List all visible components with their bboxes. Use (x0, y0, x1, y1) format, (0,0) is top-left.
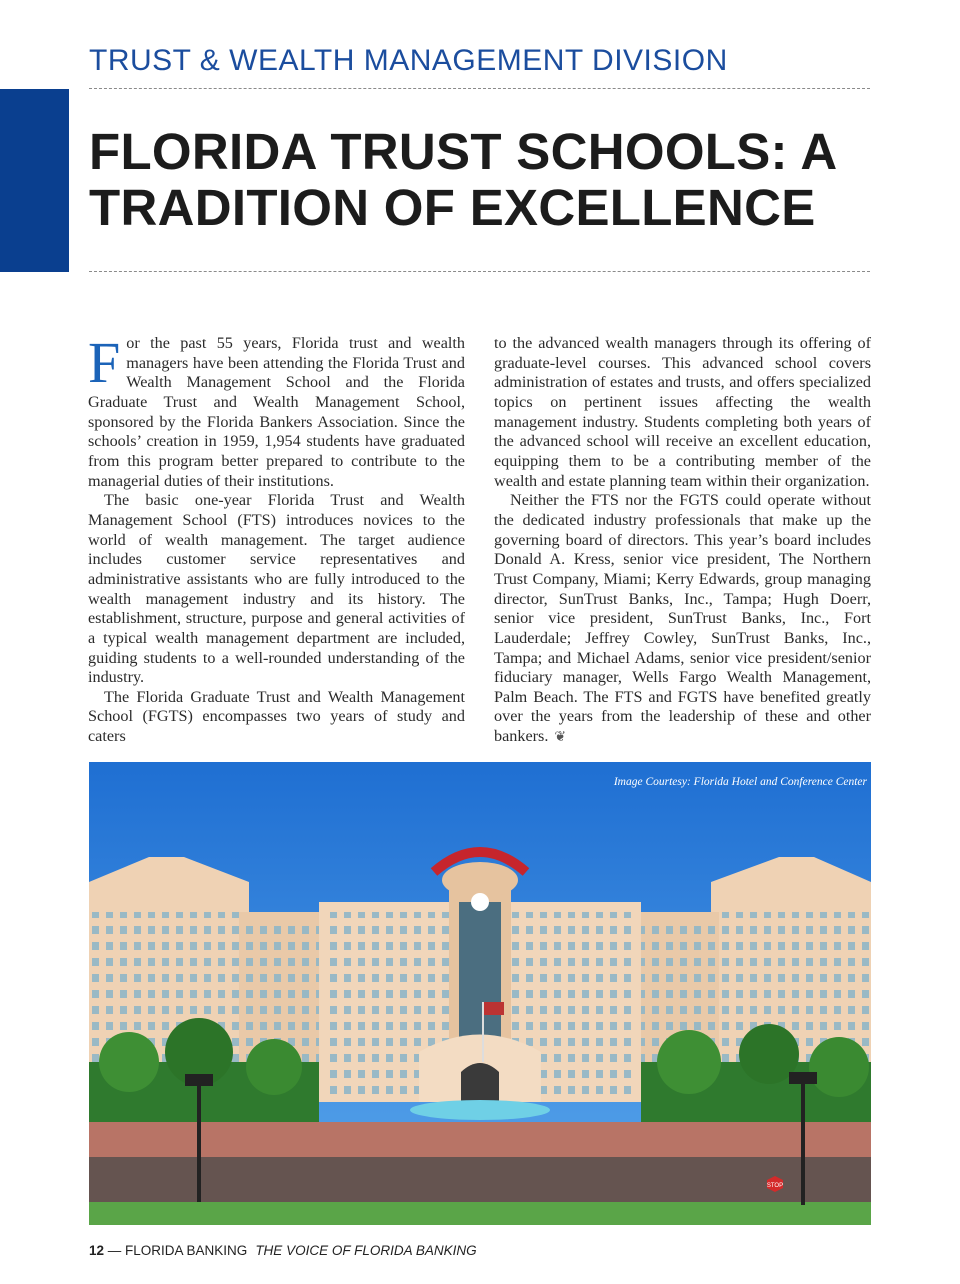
divider-top (89, 88, 870, 89)
headline-line-2: TRADITION OF EXCELLENCE (89, 179, 816, 236)
lamp-post-left (197, 1082, 201, 1202)
paragraph: The basic one-year Florida Trust and Wealth Management School (FTS) introduces novices to the world of wealth management. The target audience includes customer service representatives and administrative assistants who are fully introduced to the wealth management industry and its history. The establishment, structure, purpose and general activities of a typical wealth management department are included, guiding students to a well-rounded understanding of the industry. (88, 491, 465, 687)
publication-name: — FLORIDA BANKING (104, 1243, 248, 1258)
flag (484, 1002, 504, 1015)
paragraph-text: or the past 55 years, Florida trust and wealth managers have been attending the Florida Trust and Wealth Management School and the Florida Graduate Trust and Wealth Management School, sponsored by the Florida Bankers Association. Since the schools’ creation in 1959, 1,954 students have graduated from this program better prepared to contribute to the managerial duties of their institutions. (88, 334, 465, 490)
page-number: 12 (89, 1243, 105, 1258)
hotel-photo (89, 762, 871, 1225)
stop-sign-text: STOP (766, 1183, 784, 1189)
accent-bar (0, 89, 69, 272)
section-title: TRUST & WEALTH MANAGEMENT DIVISION (89, 44, 728, 77)
publication-tagline: THE VOICE OF FLORIDA BANKING (255, 1243, 477, 1258)
hotel-illustration (89, 762, 871, 1225)
article-column-right (494, 334, 871, 748)
article-column-left (88, 330, 465, 747)
drop-cap: F (88, 330, 121, 395)
page-footer (89, 1243, 477, 1258)
paragraph (88, 330, 465, 491)
article-headline (89, 124, 879, 236)
paragraph: The Florida Graduate Trust and Wealth Management School (FGTS) encompasses two years of study and caters (88, 687, 465, 746)
headline-line-1: FLORIDA TRUST SCHOOLS: A (89, 123, 838, 180)
lamp-post-right (801, 1080, 805, 1205)
paragraph (494, 491, 871, 748)
image-credit: Image Courtesy: Florida Hotel and Conference Center (613, 776, 867, 788)
fountain-pool (410, 1100, 550, 1120)
paragraph-text: Neither the FTS nor the FGTS could operate without the dedicated industry professionals that make up the governing board of directors. This year’s board includes Donald A. Kress, senior vice president, The Northern Trust Company, Miami; Kerry Edwards, group managing director, SunTrust Banks, Inc., Tampa; Hugh Doerr, senior vice president, SunTrust Banks, Inc., Fort Lauderdale; Jeffrey Cowley, SunTrust Banks, Inc., Tampa; and Michael Adams, senior vice president/senior fiduciary manager, Wells Fargo Wealth Management, Palm Beach. The FTS and FGTS have benefited greatly over the years from the leadership of these and other bankers. (494, 491, 871, 746)
end-mark-icon: ❦ (554, 730, 567, 746)
divider-bottom (89, 271, 870, 272)
paragraph: to the advanced wealth managers through its offering of graduate-level courses. This advanced school covers administration of estates and trusts, and offers specialized topics on pertinent issues affecting the wealth management industry. Students completing both years of the advanced school will receive an excellent education, equipping them to be a contributing member of the wealth and estate planning team within their organization. (494, 334, 871, 490)
